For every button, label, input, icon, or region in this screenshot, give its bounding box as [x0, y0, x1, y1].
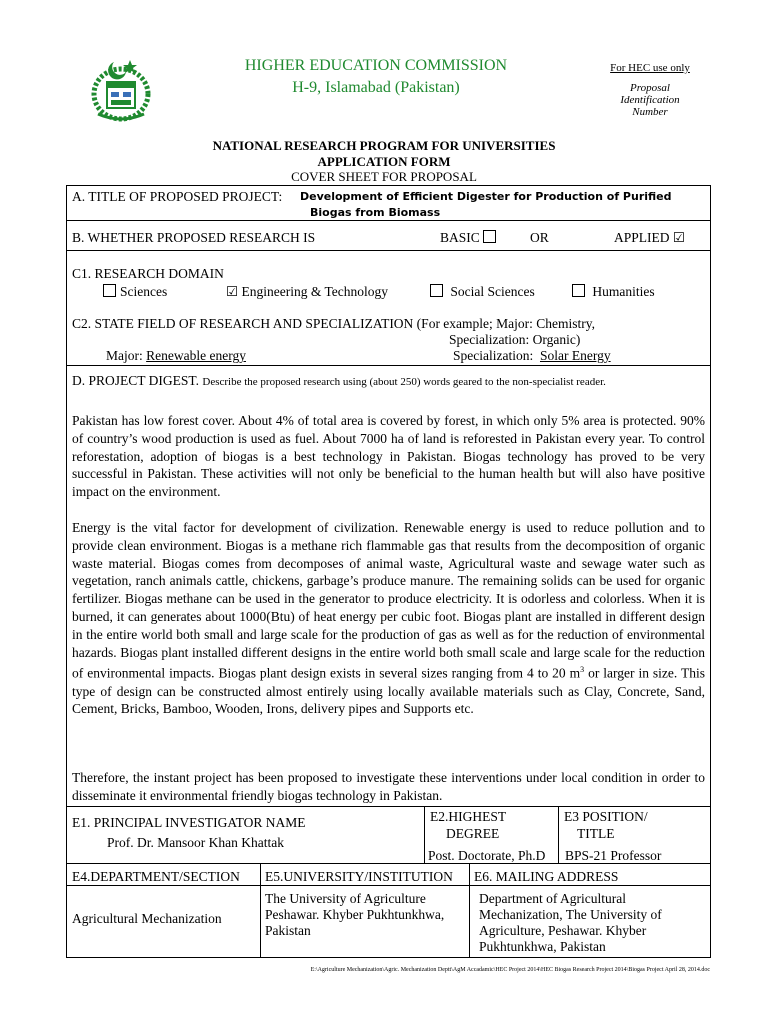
section-d-header [72, 372, 606, 391]
social-label: Social Sciences [450, 284, 535, 299]
e1-value: Prof. Dr. Mansoor Khan Khattak [107, 835, 284, 850]
or-text: OR [530, 230, 549, 245]
hec-logo [88, 54, 154, 122]
e2-label-line-2: DEGREE [446, 826, 500, 841]
e4-value: Agricultural Mechanization [72, 911, 222, 926]
e6-value-line-3: Agriculture, Peshawar. Khyber [479, 923, 647, 938]
humanities-label: Humanities [592, 284, 655, 299]
project-title-line-2: Biogas from Biomass [310, 206, 441, 219]
e4-label: E4.DEPARTMENT/SECTION [72, 869, 240, 884]
specialization-value: Solar Energy [539, 348, 611, 363]
digest-paragraph-2b: or larger in size. This type of design can be constructed almost entirely using locally available materials such as Clay, Concrete, Sand, Cement, Bricks, Bamboo, Wooden, Irons, delivery pipes and Supports etc. [72, 665, 705, 717]
specialization-label: Specialization: [453, 348, 534, 363]
e6-value-line-4: Pukhtunkhwa, Pakistan [479, 939, 606, 954]
cover-title: COVER SHEET FOR PROPOSAL [291, 169, 477, 184]
social-checkbox[interactable] [430, 284, 443, 297]
domain-social[interactable] [430, 283, 535, 300]
section-a-label: A. TITLE OF PROPOSED PROJECT: [72, 189, 283, 204]
digest-paragraph-2 [72, 519, 705, 718]
e2-value: Post. Doctorate, Ph.D [428, 848, 546, 863]
basic-checkbox[interactable] [483, 230, 496, 243]
hec-use-only: For HEC use only [610, 62, 690, 74]
major-field [106, 347, 246, 364]
program-title: NATIONAL RESEARCH PROGRAM FOR UNIVERSITIES [212, 138, 556, 153]
applied-label: APPLIED [614, 230, 670, 245]
applied-option[interactable] [614, 229, 685, 246]
applied-checkbox-checked[interactable]: ☑ [672, 230, 685, 245]
e6-label: E6. MAILING ADDRESS [474, 869, 619, 884]
e6-value-line-2: Mechanization, The University of [479, 907, 662, 922]
section-b-label: B. WHETHER PROPOSED RESEARCH IS [72, 230, 316, 245]
project-title-line-1: Development of Efficient Digester for Production of Purified [300, 190, 672, 203]
e5-value-line-1: The University of Agriculture [265, 891, 426, 906]
major-label: Major: [106, 348, 143, 363]
proposal-id-line-2: Identification [620, 94, 680, 106]
domain-sciences[interactable] [103, 283, 167, 300]
sciences-checkbox[interactable] [103, 284, 116, 297]
e3-label-line-1: E3 POSITION/ [564, 809, 648, 824]
divider-d [66, 806, 711, 807]
humanities-checkbox[interactable] [572, 284, 585, 297]
e5-value-line-3: Pakistan [265, 923, 311, 938]
e-row2-divider-2 [469, 863, 470, 958]
e3-label-line-2: TITLE [577, 826, 615, 841]
divider-c [66, 365, 711, 366]
file-path-footer: E:\Agriculture Mechanization\Agric. Mechanization Deptt\AgM Accadamic\HEC Project 2014\HEC Biogas Research Project 2014\Biogas Project April 28, 2014.doc [310, 967, 710, 973]
section-c1-label: C1. RESEARCH DOMAIN [72, 266, 224, 281]
proposal-id-line-1: Proposal [630, 82, 670, 94]
divider-e2-header [66, 885, 711, 886]
e5-value-line-2: Peshawar. Khyber Pukhtunkhwa, [265, 907, 445, 922]
digest-paragraph-3: Therefore, the instant project has been proposed to investigate these interventions under local condition in order to disseminate it environmental friendly biogas technology in Pakistan. [72, 770, 705, 803]
engineering-label: Engineering & Technology [241, 284, 389, 299]
major-value: Renewable energy [146, 348, 246, 363]
e2-label-line-1: E2.HIGHEST [430, 809, 507, 824]
divider-b [66, 250, 711, 251]
example-specialization: Specialization: Organic) [449, 332, 581, 347]
engineering-checkbox-checked[interactable]: ☑ [226, 284, 239, 299]
form-title: APPLICATION FORM [317, 154, 451, 169]
e6-value-line-1: Department of Agricultural [479, 891, 626, 906]
proposal-id-line-3: Number [632, 106, 668, 118]
basic-option[interactable] [440, 229, 500, 246]
divider-e1 [66, 863, 711, 864]
domain-humanities[interactable] [572, 283, 655, 300]
e3-value: BPS-21 Professor [565, 848, 662, 863]
sciences-label: Sciences [120, 284, 168, 299]
specialization-field [453, 347, 611, 364]
domain-engineering[interactable] [226, 283, 388, 300]
divider-a [66, 220, 711, 221]
digest-paragraph-1: Pakistan has low forest cover. About 4% of total area is covered by forest, in which only 5% area is protected. 90% of country’s wood production is used as fuel. About 7000 ha of land is reforested in Pakistan every year. To control reforestation, adoption of biogas is a best technology in Pakistan. Biogas technology has proved to be very successful in Pakistan. These activities will not only be beneficial to the human health but will also have positive impact on the environment. [72, 413, 705, 500]
e1-label: E1. PRINCIPAL INVESTIGATOR NAME [72, 815, 306, 830]
e-row1-divider-1 [424, 806, 425, 863]
e-row2-divider-1 [260, 863, 261, 958]
digest-paragraph-2a: Energy is the vital factor for development of civilization. Renewable energy is used to reduce pollution and to provide clean environment. Biogas is a methane rich flammable gas that results from the decomposition of organic waste material. Biogas comes from decomposes of animal waste, Agricultural waste and sewage water such as vegetation, ranch animals cattle, chickens, garbage’s produce manure. The remaining solids can be used for organic fertilizer. Biogas methane can be used in the generator to produce electricity. It is odorless and colorless. When it is burned, it can generates about 1000(Btu) of heat energy per cubic foot. Biogas plant are installed in different design in the entire world both small and large scale for the production of gas as well as for the reduction of environmental hazards. Biogas plant installed different designs in the entire world both small scale and large scale for the reduction of environmental impacts. Biogas plant design exists in several sizes ranging from 4 to 20 m [72, 520, 705, 681]
e-row1-divider-2 [558, 806, 559, 863]
org-address: H-9, Islamabad (Pakistan) [292, 79, 460, 96]
basic-label: BASIC [440, 230, 480, 245]
section-c2-label: C2. STATE FIELD OF RESEARCH AND SPECIALIZATION (For example; Major: Chemistry, [72, 316, 596, 331]
superscript-3: 3 [580, 665, 585, 675]
org-name: HIGHER EDUCATION COMMISSION [244, 57, 508, 74]
e5-label: E5.UNIVERSITY/INSTITUTION [265, 869, 453, 884]
section-d-note: Describe the proposed research using (about 250) words geared to the non-specialist reader. [202, 376, 606, 388]
section-d-label: D. PROJECT DIGEST. [72, 373, 200, 388]
